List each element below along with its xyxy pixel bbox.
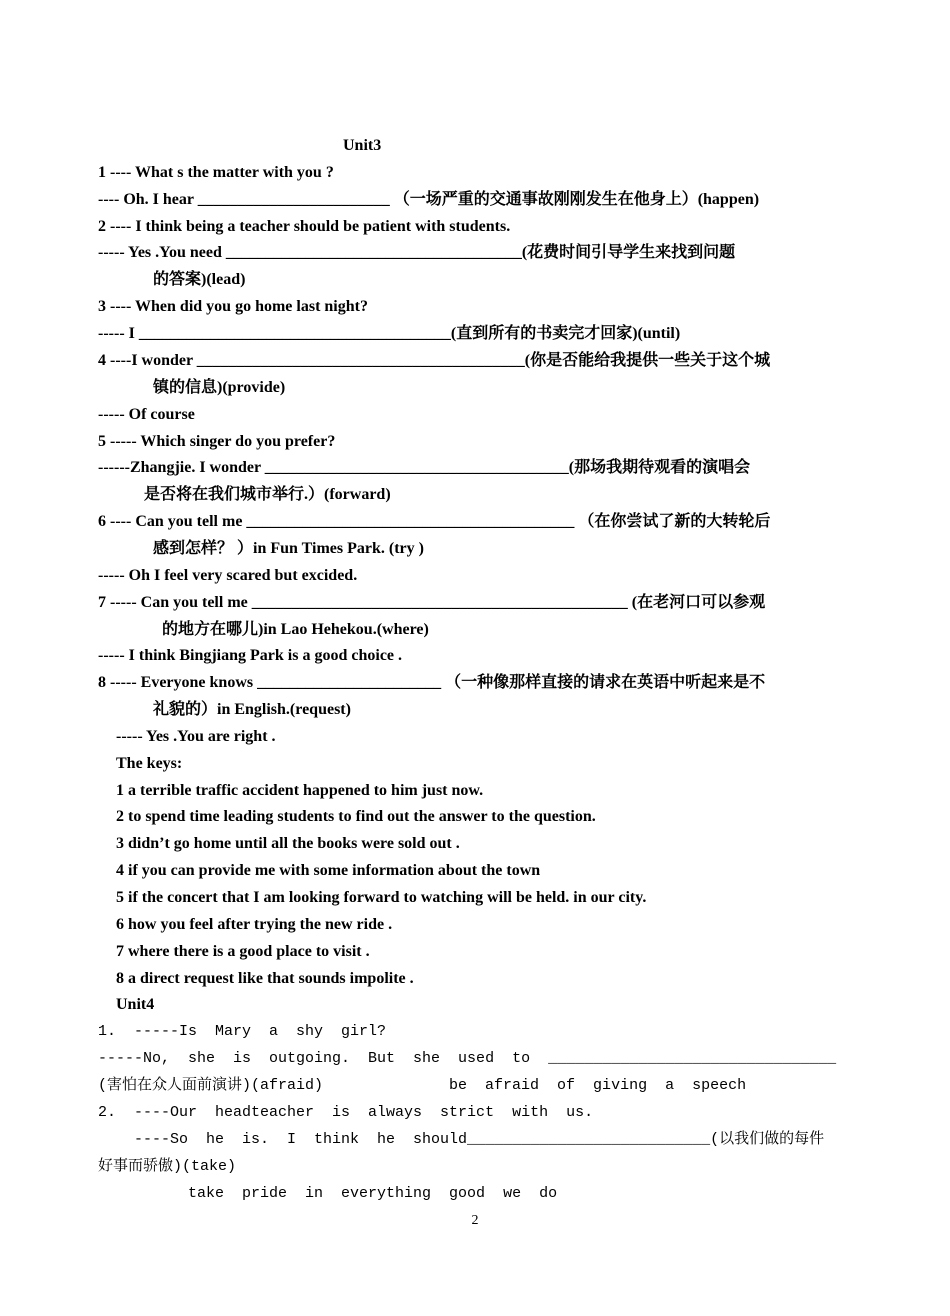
unit3-line-q8: 8 ----- Everyone knows _______________________ （一种像那样直接的请求在英语中听起来是不 [98,674,766,691]
unit3-line-a7: ----- I think Bingjiang Park is a good choice . [98,647,403,664]
unit3-line-q6: 6 ---- Can you tell me _________________________________________ （在你尝试了新的大转轮后 [98,513,771,530]
unit3-line-q6-cont: 感到怎样？ ）in Fun Times Park. (try ) [153,540,424,557]
key-item: 3 didn’t go home until all the books were sold out . [116,835,460,852]
unit4-line-a2-answer: take pride in everything good we do [98,1185,558,1202]
unit4-title: Unit4 [116,996,155,1013]
key-item: 4 if you can provide me with some information about the town [116,862,541,879]
unit3-line-q2: 2 ---- I think being a teacher should be patient with students. [98,218,511,235]
unit3-line-q8-cont: 礼貌的）in English.(request) [153,701,351,718]
unit3-title: Unit3 [343,137,382,154]
key-item: 2 to spend time leading students to find out the answer to the question. [116,808,596,825]
unit3-line-a1: ---- Oh. I hear ________________________ （一场严重的交通事故刚刚发生在他身上）(happen) [98,191,760,208]
keys-heading: The keys: [116,755,183,772]
page-number: 2 [471,1213,479,1228]
unit3-line-q4-cont: 镇的信息)(provide) [153,379,286,396]
unit3-line-a2: ----- Yes .You need _____________________________________(花费时间引导学生来找到问题 [98,244,736,261]
unit4-line-a2: ----So he is. I think he should___________________________(以我们做的每件 [98,1131,825,1148]
unit3-line-a4: ----- Of course [98,406,195,423]
key-item: 5 if the concert that I am looking forward to watching will be held. in our city. [116,889,647,906]
unit4-line-q1: 1. -----Is Mary a shy girl? [98,1023,387,1040]
unit4-line-q2: 2. ----Our headteacher is always strict with us. [98,1104,594,1121]
unit3-line-q7: 7 ----- Can you tell me _______________________________________________ (在老河口可以参观 [98,594,766,611]
unit3-line-q7-cont: 的地方在哪儿)in Lao Hehekou.(where) [162,621,429,638]
unit4-line-a1-cont: (害怕在众人面前演讲)(afraid) be afraid of giving a speech [98,1077,747,1094]
key-item: 1 a terrible traffic accident happened to him just now. [116,782,484,799]
unit4-line-a1: -----No, she is outgoing. But she used to ________________________________ [98,1050,837,1067]
unit3-line-q3: 3 ---- When did you go home last night? [98,298,368,315]
key-item: 7 where there is a good place to visit . [116,943,370,960]
unit3-line-a2-cont: 的答案)(lead) [153,271,246,288]
unit3-line-a8: ----- Yes .You are right . [116,728,276,745]
key-item: 8 a direct request like that sounds impolite . [116,970,414,987]
unit3-line-a3: ----- I _______________________________________(直到所有的书卖完才回家)(until) [98,325,681,342]
unit3-line-q4: 4 ----I wonder _________________________________________(你是否能给我提供一些关于这个城 [98,352,771,369]
unit3-line-q1: 1 ---- What s the matter with you ? [98,164,334,181]
unit3-line-q5: 5 ----- Which singer do you prefer? [98,433,336,450]
unit3-line-a5: ------Zhangjie. I wonder ______________________________________(那场我期待观看的演唱会 [98,459,751,476]
unit3-line-a6: ----- Oh I feel very scared but excided. [98,567,358,584]
key-item: 6 how you feel after trying the new ride . [116,916,393,933]
unit3-line-a5-cont: 是否将在我们城市举行.）(forward) [144,486,391,503]
unit4-line-a2-cont: 好事而骄傲)(take) [98,1158,237,1175]
